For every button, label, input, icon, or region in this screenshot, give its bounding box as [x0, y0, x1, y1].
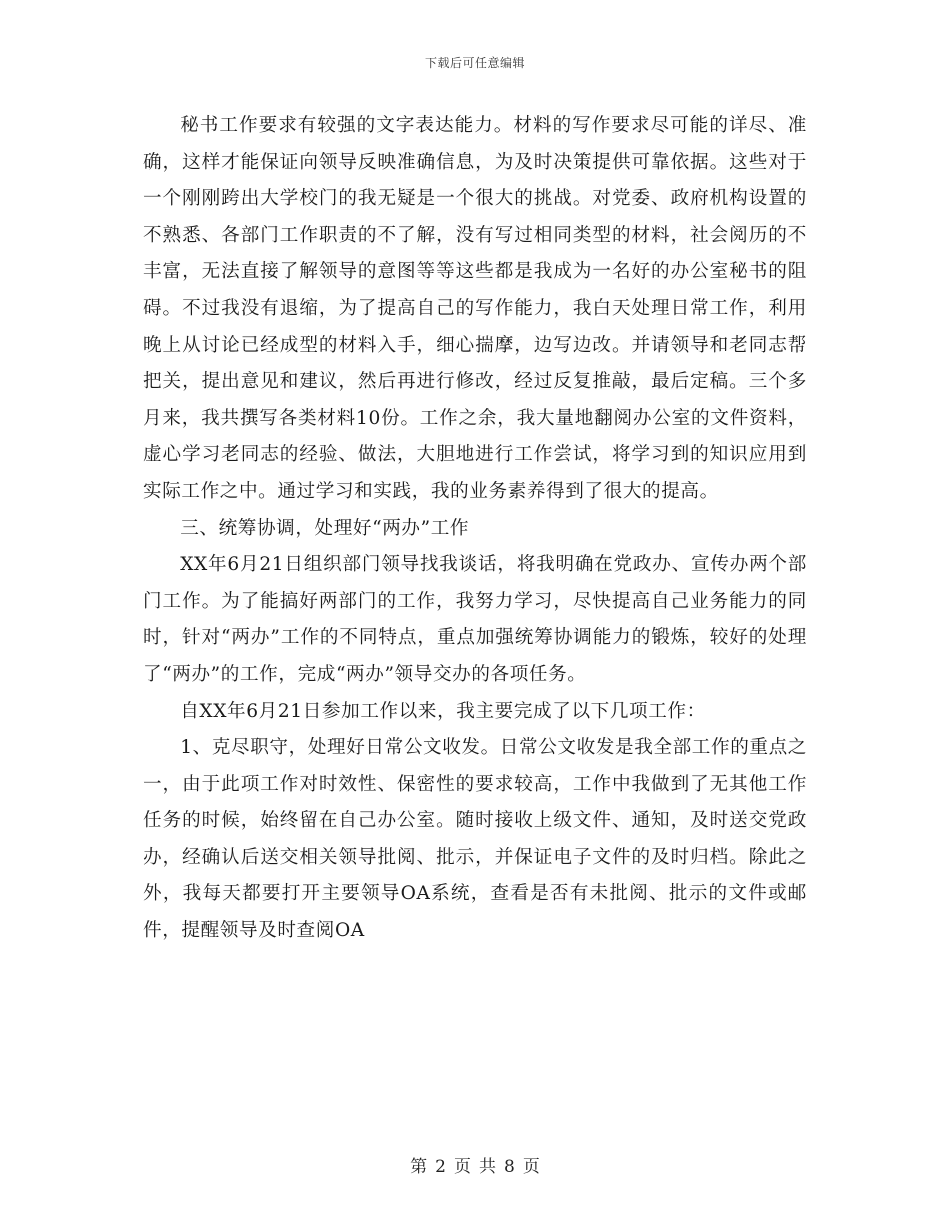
footer-total-pages: 8	[504, 1157, 515, 1177]
page-number-footer	[0, 1152, 950, 1177]
footer-label-total-unit: 页	[522, 1157, 540, 1177]
paragraph-document-handling: 1、克尽职守，处理好日常公文收发。日常公文收发是我全部工作的重点之一，由于此项工作对时效性、保密性的要求较高，工作中我做到了无其他工作任务的时候，始终留在自己办公室。随时接收上级文件、通知，及时送交党政办，经确认后送交相关领导批阅、批示，并保证电子文件的及时归档。除此之外，我每天都要打开主要领导OA系统，查看是否有未批阅、批示的文件或邮件，提醒领导及时查阅OA	[143, 737, 807, 942]
page-header-note: 下载后可任意编辑	[424, 56, 525, 70]
footer-label-page: 第	[410, 1157, 428, 1177]
paragraph-writing-ability: 秘书工作要求有较强的文字表达能力。材料的写作要求尽可能的详尽、准确，这样才能保证向领导反映准确信息，为及时决策提供可靠依据。这些对于一个刚刚跨出大学校门的我无疑是一个很大的挑战。对党委、政府机构设置的不熟悉、各部门工作职责的不了解，没有写过相同类型的材料，社会阅历的不丰富，无法直接了解领导的意图等等这些都是我成为一名好的办公室秘书的阻碍。不过我没有退缩，为了提高自己的写作能力，我白天处理日常工作，利用晚上从讨论已经成型的材料入手，细心揣摩，边写边改。并请领导和老同志帮把关，提出意见和建议，然后再进行修改，经过反复推敲，最后定稿。三个多月来，我共撰写各类材料10份。工作之余，我大量地翻阅办公室的文件资料，虚心学习老同志的经验、做法，大胆地进行工作尝试，将学习到的知识应用到实际工作之中。通过学习和实践，我的业务素养得到了很大的提高。	[143, 115, 807, 502]
document-body	[143, 108, 807, 950]
paragraph-two-offices: XX年6月21日组织部门领导找我谈话，将我明确在党政办、宣传办两个部门工作。为了能搞好两部门的工作，我努力学习，尽快提高自己业务能力的同时，针对“两办”工作的不同特点，重点加强统筹协调能力的锻炼，较好的处理了“两办”的工作，完成“两办”领导交办的各项任务。	[143, 554, 807, 685]
section-heading-coordination: 三、统筹协调，处理好“两办”工作	[180, 517, 470, 539]
footer-current-page: 2	[435, 1157, 446, 1177]
footer-label-total: 共	[479, 1157, 496, 1177]
footer-label-page-unit: 页	[454, 1157, 471, 1177]
paragraph-work-summary-intro: 自XX年6月21日参加工作以来，我主要完成了以下几项工作：	[180, 700, 706, 722]
